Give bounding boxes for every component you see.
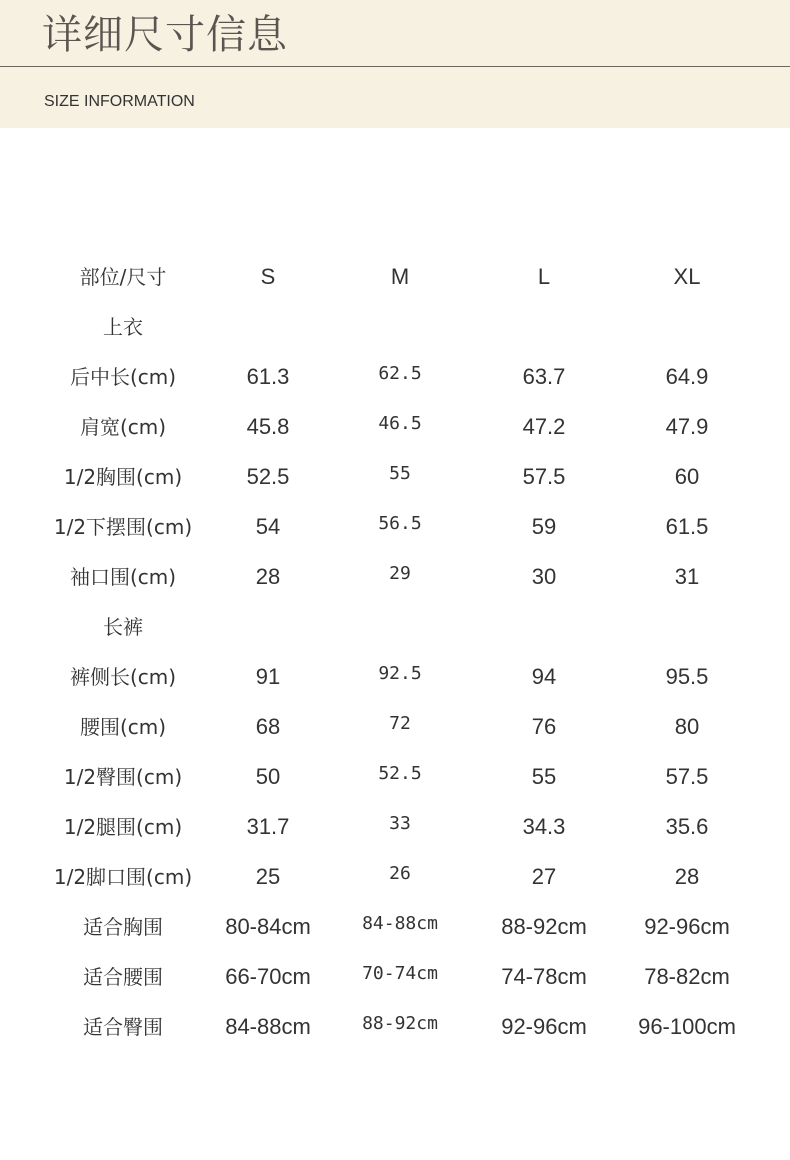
- cell-l: 55: [531, 764, 557, 789]
- cell-part: 后中长(cm): [69, 365, 177, 389]
- header-divider: [0, 66, 790, 67]
- table-row: [0, 952, 790, 1002]
- table-row: [0, 752, 790, 802]
- cell-m: 62.5: [378, 363, 422, 384]
- cell-m: 29: [389, 563, 411, 584]
- cell-l: 57.5: [522, 464, 566, 489]
- cell-part: 1/2脚口围(cm): [53, 865, 193, 889]
- cell-part: 裤侧长(cm): [69, 665, 177, 689]
- cell-s: 25: [255, 864, 281, 889]
- cell-m: 56.5: [378, 513, 422, 534]
- cell-m: 92.5: [378, 663, 422, 684]
- cell-l: 76: [531, 714, 557, 739]
- cell-l: 74-78cm: [501, 964, 587, 989]
- cell-xl: [617, 602, 757, 652]
- cell-s: 66-70cm: [225, 964, 311, 989]
- cell-l: 63.7: [522, 364, 566, 389]
- column-header-part: 部位/尺寸: [79, 265, 167, 289]
- cell-s: 28: [255, 564, 281, 589]
- column-header-s: S: [260, 264, 276, 289]
- cell-part: 1/2下摆围(cm): [53, 515, 193, 539]
- cell-s: 68: [255, 714, 281, 739]
- cell-s: 80-84cm: [225, 914, 311, 939]
- cell-s: 50: [255, 764, 281, 789]
- cell-s: 52.5: [246, 464, 290, 489]
- column-header-xl: XL: [673, 264, 701, 289]
- cell-part: 适合臀围: [83, 1015, 163, 1039]
- table-row: [0, 802, 790, 852]
- cell-l: 47.2: [522, 414, 566, 439]
- cell-s: 61.3: [246, 364, 290, 389]
- cell-s: 45.8: [246, 414, 290, 439]
- cell-part: 上衣: [103, 315, 143, 339]
- table-row: [0, 852, 790, 902]
- table-row: [0, 352, 790, 402]
- table-row: [0, 302, 790, 352]
- cell-s: [208, 602, 328, 652]
- cell-xl: 95.5: [665, 664, 709, 689]
- table-row: [0, 702, 790, 752]
- table-row: [0, 402, 790, 452]
- table-row: [0, 652, 790, 702]
- cell-l: [484, 602, 604, 652]
- size-table: [0, 252, 790, 1052]
- cell-m: 70-74cm: [362, 963, 438, 984]
- column-header-l: L: [537, 264, 551, 289]
- cell-part: 1/2胸围(cm): [63, 465, 183, 489]
- page-subtitle: SIZE INFORMATION: [44, 93, 195, 110]
- cell-m: 55: [389, 463, 411, 484]
- cell-xl: 35.6: [665, 814, 709, 839]
- cell-xl: [617, 302, 757, 352]
- cell-xl: 47.9: [665, 414, 709, 439]
- page-title: 详细尺寸信息: [42, 12, 288, 58]
- header-banner: [0, 0, 790, 128]
- cell-part: 长裤: [103, 615, 143, 639]
- cell-xl: 31: [674, 564, 700, 589]
- cell-xl: 60: [674, 464, 700, 489]
- cell-xl: 64.9: [665, 364, 709, 389]
- cell-l: 59: [531, 514, 557, 539]
- cell-m: 84-88cm: [362, 913, 438, 934]
- table-row: [0, 552, 790, 602]
- cell-m: [340, 602, 460, 652]
- column-header-m: M: [390, 264, 410, 289]
- table-row: [0, 902, 790, 952]
- cell-m: 46.5: [378, 413, 422, 434]
- cell-part: 袖口围(cm): [69, 565, 177, 589]
- cell-part: 腰围(cm): [79, 715, 167, 739]
- cell-m: 88-92cm: [362, 1013, 438, 1034]
- cell-part: 1/2腿围(cm): [63, 815, 183, 839]
- cell-l: 88-92cm: [501, 914, 587, 939]
- cell-l: 34.3: [522, 814, 566, 839]
- table-row: [0, 452, 790, 502]
- cell-l: 92-96cm: [501, 1014, 587, 1039]
- cell-xl: 96-100cm: [638, 1014, 736, 1039]
- cell-xl: 61.5: [665, 514, 709, 539]
- cell-part: 1/2臀围(cm): [63, 765, 183, 789]
- cell-m: 26: [389, 863, 411, 884]
- cell-m: 33: [389, 813, 411, 834]
- cell-l: [484, 302, 604, 352]
- cell-l: 27: [531, 864, 557, 889]
- cell-s: [208, 302, 328, 352]
- cell-m: 72: [389, 713, 411, 734]
- table-body: [0, 302, 790, 1052]
- cell-s: 91: [255, 664, 281, 689]
- cell-m: [340, 302, 460, 352]
- cell-s: 54: [255, 514, 281, 539]
- cell-part: 肩宽(cm): [79, 415, 167, 439]
- cell-m: 52.5: [378, 763, 422, 784]
- table-row: [0, 1002, 790, 1052]
- table-row: [0, 602, 790, 652]
- cell-part: 适合腰围: [83, 965, 163, 989]
- cell-xl: 92-96cm: [644, 914, 730, 939]
- cell-xl: 80: [674, 714, 700, 739]
- cell-xl: 28: [674, 864, 700, 889]
- cell-s: 84-88cm: [225, 1014, 311, 1039]
- cell-part: 适合胸围: [83, 915, 163, 939]
- cell-s: 31.7: [246, 814, 290, 839]
- cell-xl: 78-82cm: [644, 964, 730, 989]
- cell-l: 94: [531, 664, 557, 689]
- cell-l: 30: [531, 564, 557, 589]
- cell-xl: 57.5: [665, 764, 709, 789]
- table-header-row: [0, 252, 790, 302]
- table-row: [0, 502, 790, 552]
